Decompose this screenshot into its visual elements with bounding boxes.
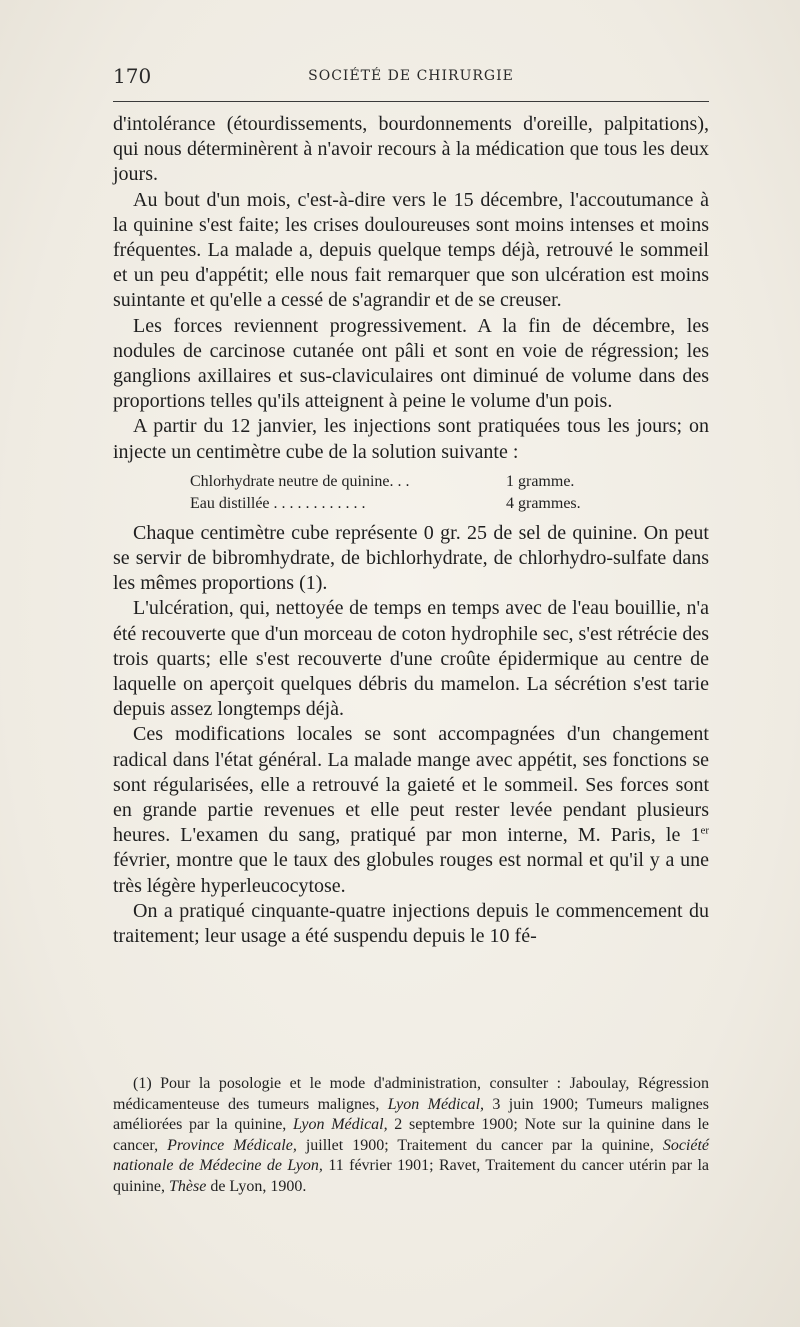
paragraph: Au bout d'un mois, c'est-à-dire vers le 15 décembre, l'accoutumance à la quinine s'est faite; les crises douloureuses sont moins intenses et moins fréquentes. La malade a, depuis quelque temps déjà, retrouvé le sommeil et un peu d'appétit; elle nous fait remarquer que son ulcération est moins suintante et qu'elle a cessé de s'agrandir et de se creuser. <box>113 188 709 312</box>
footnote-segment: 3 juin 1900; Tumeurs malignes améliorées par la quinine, <box>113 1095 710 1133</box>
running-title: SOCIÉTÉ DE CHIRURGIE <box>308 68 514 84</box>
footnote-citation: Thèse <box>169 1177 207 1195</box>
footnote-citation: Province Médicale, <box>167 1136 297 1154</box>
formula-quantity: 1 gramme. <box>506 472 575 490</box>
formula-table <box>190 471 640 515</box>
paragraph: d'intolérance (étourdissements, bourdonnements d'oreille, palpitations), qui nous déterminèrent à n'avoir recours à la médication que tous les deux jours. <box>113 113 709 186</box>
paragraph-text: février, montre que le taux des globules rouges est normal et qu'il y a une très légère hyperleucocytose. <box>113 849 709 897</box>
page-header <box>113 64 709 92</box>
header-rule <box>113 101 709 102</box>
superscript: er <box>700 824 709 837</box>
footnote-segment: de Lyon, 1900. <box>206 1177 307 1195</box>
paragraph: On a pratiqué cinquante-quatre injections depuis le commencement du traitement; leur usage a été suspendu depuis le 10 fé- <box>113 899 709 948</box>
paragraph: Les forces reviennent progressivement. A la fin de décembre, les nodules de carcinose cutanée ont pâli et sont en voie de régression; les ganglions axillaires et sus-claviculaires ont diminué de volume dans des proportions telles qu'ils atteignent à peine le volume d'un pois. <box>113 314 709 413</box>
footnote-segment: juillet 1900; Traitement du cancer par la quinine, <box>296 1136 663 1154</box>
body-text <box>113 112 709 949</box>
footnote-text <box>113 1074 709 1197</box>
formula-ingredient: Chlorhydrate neutre de quinine. . . <box>190 472 410 490</box>
formula-ingredient: Eau distillée . . . . . . . . . . . . <box>190 494 366 512</box>
footnote-citation: Lyon Médical, <box>387 1095 485 1113</box>
footnote-segment: 2 septembre 1900; Note sur la quinine dans le cancer, <box>113 1116 709 1154</box>
footnote-citation: Société nationale de Médecine de Lyon, <box>113 1136 710 1174</box>
date-number: 1 <box>690 824 701 847</box>
formula-quantity: 4 grammes. <box>506 494 581 512</box>
footnote <box>113 1074 709 1197</box>
footnote-citation: Lyon Médical, <box>292 1116 388 1133</box>
formula-row <box>190 493 640 515</box>
footnote-segment: 11 février 1901; Ravet, Traitement du cancer utérin par la quinine, <box>113 1157 710 1195</box>
formula-row <box>190 471 640 493</box>
paragraph-text: Ces modifications locales se sont accompagnées d'un changement radical dans l'état général. La malade mange avec appétit, ses fonctions se sont régularisées, elle a retrouvé la gaieté et le sommeil. Ses forces sont en grande partie revenues et elle peut rester levée pendant plusieurs heures. L'examen du sang, pratiqué par mon interne, M. Paris, le <box>113 723 709 847</box>
footnote-segment: (1) Pour la posologie et le mode d'administration, consulter : Jaboulay, Régression médicamenteuse des tumeurs malignes, <box>113 1075 709 1113</box>
page-number: 170 <box>113 64 152 88</box>
paragraph: Chaque centimètre cube représente 0 gr. 25 de sel de quinine. On peut se servir de bibromhydrate, de bichlorhydrate, de chlorhydro-sulfate dans les mêmes proportions (1). <box>113 521 709 595</box>
paragraph: A partir du 12 janvier, les injections sont pratiquées tous les jours; on injecte un centimètre cube de la solution suivante : <box>113 415 709 463</box>
paragraph <box>113 722 709 898</box>
paragraph: L'ulcération, qui, nettoyée de temps en temps avec de l'eau bouillie, n'a été recouverte que d'un morceau de coton hydrophile sec, s'est rétrécie des trois quarts; elle s'est recouverte d'une croûte épidermique au centre de laquelle on aperçoit quelques débris du mamelon. La sécrétion s'est tarie depuis assez longtemps déjà. <box>113 597 709 721</box>
